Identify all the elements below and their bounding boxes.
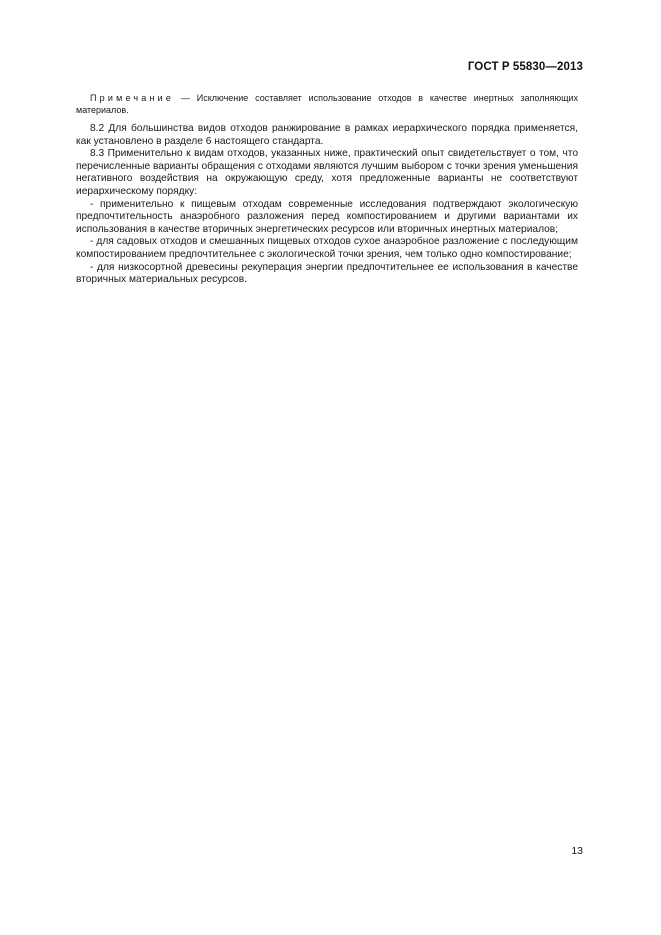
list-item-food-waste: - применительно к пищевым отходам современные исследования подтверждают экологическую предпочтительность анаэробного разложения перед компостированием и другими вариантами их использования в качестве вторичных энергетических ресурсов или вторичных инертных материалов; (76, 198, 578, 235)
list-item-garden-waste: - для садовых отходов и смешанных пищевых отходов сухое анаэробное разложение с последующим компостированием предпочтительнее с экологической точки зрения, чем только одно компостирование; (76, 236, 578, 260)
paragraph-8-3: 8.3 Применительно к видам отходов, указанных ниже, практический опыт свидетельствует о том, что перечисленные варианты обращения с отходами являются лучшим выбором с точки зрения уменьшения негативного воздействия на окружающую среду, хотя предложенные варианты не соответствуют иерархическому порядку: (76, 148, 578, 197)
page-number: 13 (571, 845, 583, 857)
note-label: Примечание (90, 93, 175, 103)
document-body (76, 93, 578, 287)
paragraph-8-2: 8.2 Для большинства видов отходов ранжирование в рамках иерархического порядка применяется, как установлено в разделе 6 настоящего стандарта. (76, 123, 578, 147)
document-code-header: ГОСТ Р 55830—2013 (467, 61, 583, 73)
note-text: — Исключение составляет использование отходов в качестве инертных заполняющих материалов. (76, 93, 578, 115)
note-paragraph (76, 93, 578, 116)
list-item-low-grade-wood: - для низкосортной древесины рекуперация энергии предпочтительнее ее использования в качестве вторичных материальных ресурсов. (76, 261, 578, 286)
